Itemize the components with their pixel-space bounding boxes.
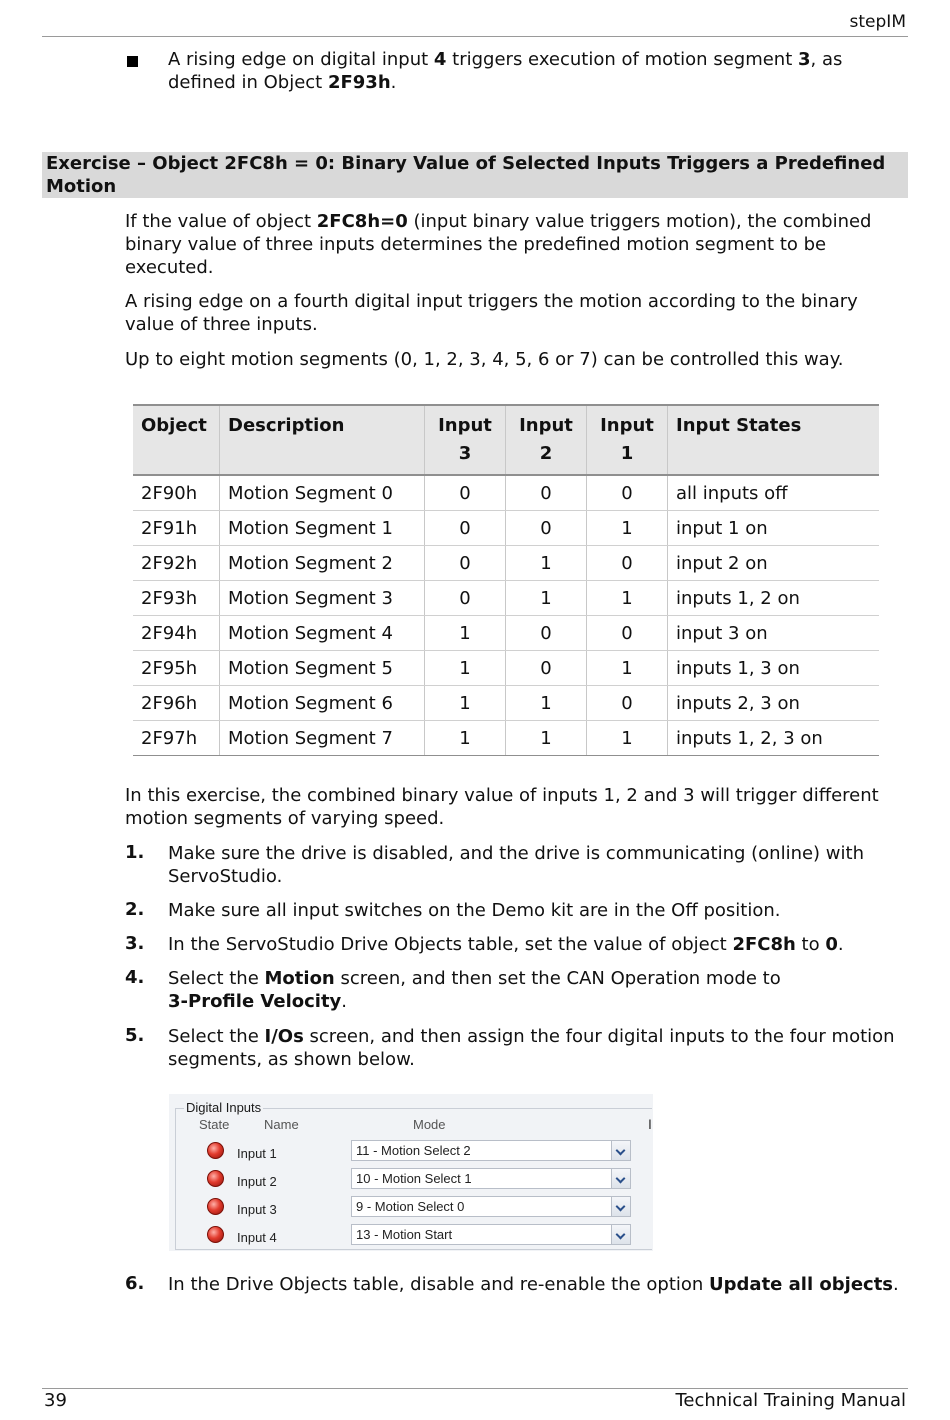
cell-input-states: all inputs off <box>668 475 880 511</box>
cell-object: 2F97h <box>133 721 220 756</box>
header-product-name: stepIM <box>849 12 906 32</box>
mode-value: 11 - Motion Select 2 <box>356 1143 471 1158</box>
step-5-number: 5. <box>125 1025 145 1046</box>
cell-input-states: inputs 1, 2 on <box>668 581 880 616</box>
table-row <box>133 546 879 581</box>
digital-inputs-title: Digital Inputs <box>186 1100 262 1115</box>
intro-bullet-text: A rising edge on digital input 4 triggers execution of motion segment 3, as defined in Object 2F93h. <box>168 49 843 93</box>
cell-description: Motion Segment 2 <box>220 546 425 581</box>
cell-input-1: 1 <box>587 721 668 756</box>
section-heading: Exercise – Object 2FC8h = 0: Binary Value of Selected Inputs Triggers a Predefined Motion <box>42 152 908 198</box>
cell-object: 2F90h <box>133 475 220 511</box>
digital-inputs-panel <box>169 1094 653 1251</box>
paragraph-1: If the value of object 2FC8h=0 (input binary value triggers motion), the combined binary value of three inputs determines the predefined motion segment to be executed. <box>125 211 872 278</box>
cell-description: Motion Segment 7 <box>220 721 425 756</box>
cell-input-states: inputs 1, 2, 3 on <box>668 721 880 756</box>
paragraph-3: Up to eight motion segments (0, 1, 2, 3, 4, 5, 6 or 7) can be controlled this way. <box>125 349 844 370</box>
cell-input-2: 1 <box>506 686 587 721</box>
chevron-down-icon[interactable] <box>611 1225 630 1244</box>
mode-value: 13 - Motion Start <box>356 1227 453 1242</box>
cell-input-2: 0 <box>506 651 587 686</box>
cell-description: Motion Segment 5 <box>220 651 425 686</box>
input-state-led-icon <box>207 1198 224 1215</box>
step-2-number: 2. <box>125 899 145 920</box>
cell-input-1: 0 <box>587 475 668 511</box>
chevron-down-icon[interactable] <box>611 1169 630 1188</box>
page-number: 39 <box>44 1390 67 1411</box>
table-row <box>133 651 879 686</box>
step-3-number: 3. <box>125 933 145 954</box>
input-name: Input 4 <box>237 1230 277 1245</box>
mode-value: 9 - Motion Select 0 <box>356 1199 465 1214</box>
step-6-number: 6. <box>125 1273 145 1294</box>
cell-object: 2F93h <box>133 581 220 616</box>
cell-description: Motion Segment 6 <box>220 686 425 721</box>
header-input-1: Input 1 <box>587 405 668 475</box>
table-row <box>133 475 879 511</box>
input-name: Input 1 <box>237 1146 277 1161</box>
step-4-number: 4. <box>125 967 145 988</box>
cell-input-1: 1 <box>587 581 668 616</box>
cell-input-2: 1 <box>506 581 587 616</box>
table-row <box>133 721 879 756</box>
cell-input-3: 0 <box>425 546 506 581</box>
table-header-row <box>133 405 879 475</box>
cell-description: Motion Segment 0 <box>220 475 425 511</box>
paragraph-2: A rising edge on a fourth digital input triggers the motion according to the binary value of three inputs. <box>125 291 858 335</box>
cell-object: 2F94h <box>133 616 220 651</box>
cell-input-2: 0 <box>506 616 587 651</box>
cell-input-1: 0 <box>587 686 668 721</box>
bullet-square-icon <box>127 56 138 67</box>
cell-input-states: input 1 on <box>668 511 880 546</box>
cell-input-states: inputs 2, 3 on <box>668 686 880 721</box>
header-rule <box>42 36 908 37</box>
table-row <box>133 511 879 546</box>
cell-input-3: 0 <box>425 581 506 616</box>
column-mode: Mode <box>413 1117 446 1132</box>
cell-input-3: 0 <box>425 511 506 546</box>
input-state-led-icon <box>207 1226 224 1243</box>
column-state: State <box>199 1117 230 1132</box>
input-name: Input 2 <box>237 1174 277 1189</box>
cell-input-3: 1 <box>425 721 506 756</box>
input-name: Input 3 <box>237 1202 277 1217</box>
input-2-mode-select[interactable] <box>351 1168 631 1189</box>
mode-value: 10 - Motion Select 1 <box>356 1171 472 1186</box>
table-row <box>133 616 879 651</box>
cell-description: Motion Segment 4 <box>220 616 425 651</box>
paragraph-4: In this exercise, the combined binary value of inputs 1, 2 and 3 will trigger different motion segments of varying speed. <box>125 785 879 829</box>
cell-input-2: 0 <box>506 475 587 511</box>
step-5-text: Select the I/Os screen, and then assign the four digital inputs to the four motion segments, as shown below. <box>168 1026 895 1070</box>
cell-input-2: 1 <box>506 721 587 756</box>
input-state-led-icon <box>207 1170 224 1187</box>
cell-input-1: 1 <box>587 511 668 546</box>
table-row <box>133 581 879 616</box>
cell-input-1: 1 <box>587 651 668 686</box>
cell-input-2: 0 <box>506 511 587 546</box>
chevron-down-icon[interactable] <box>611 1197 630 1216</box>
chevron-down-icon[interactable] <box>611 1141 630 1160</box>
header-input-3: Input 3 <box>425 405 506 475</box>
header-input-2: Input 2 <box>506 405 587 475</box>
input-state-led-icon <box>207 1142 224 1159</box>
cell-description: Motion Segment 1 <box>220 511 425 546</box>
cell-input-states: input 2 on <box>668 546 880 581</box>
step-4-text: Select the Motion screen, and then set the CAN Operation mode to 3-Profile Velocity. <box>168 968 781 1012</box>
footer-manual-title: Technical Training Manual <box>675 1390 906 1411</box>
cell-input-3: 1 <box>425 686 506 721</box>
footer-rule <box>42 1388 908 1389</box>
header-input-states: Input States <box>668 405 880 475</box>
cell-input-1: 0 <box>587 546 668 581</box>
step-2-text: Make sure all input switches on the Demo kit are in the Off position. <box>168 900 781 921</box>
input-1-mode-select[interactable] <box>351 1140 631 1161</box>
cell-input-3: 1 <box>425 616 506 651</box>
cell-object: 2F92h <box>133 546 220 581</box>
step-6-text: In the Drive Objects table, disable and re-enable the option Update all objects. <box>168 1274 899 1295</box>
input-3-mode-select[interactable] <box>351 1196 631 1217</box>
cell-input-states: input 3 on <box>668 616 880 651</box>
cell-input-2: 1 <box>506 546 587 581</box>
cell-input-3: 0 <box>425 475 506 511</box>
motion-segment-table <box>133 404 879 756</box>
cell-description: Motion Segment 3 <box>220 581 425 616</box>
input-4-mode-select[interactable] <box>351 1224 631 1245</box>
step-1-number: 1. <box>125 842 145 863</box>
header-description: Description <box>220 405 425 475</box>
truncated-column-marker: I <box>648 1116 652 1132</box>
cell-input-3: 1 <box>425 651 506 686</box>
cell-object: 2F95h <box>133 651 220 686</box>
header-object: Object <box>141 415 207 436</box>
table-row <box>133 686 879 721</box>
column-name: Name <box>264 1117 299 1132</box>
cell-object: 2F96h <box>133 686 220 721</box>
cell-input-1: 0 <box>587 616 668 651</box>
cell-object: 2F91h <box>133 511 220 546</box>
step-1-text: Make sure the drive is disabled, and the drive is communicating (online) with ServoStudio. <box>168 843 864 887</box>
cell-input-states: inputs 1, 3 on <box>668 651 880 686</box>
step-3-text: In the ServoStudio Drive Objects table, set the value of object 2FC8h to 0. <box>168 934 844 955</box>
